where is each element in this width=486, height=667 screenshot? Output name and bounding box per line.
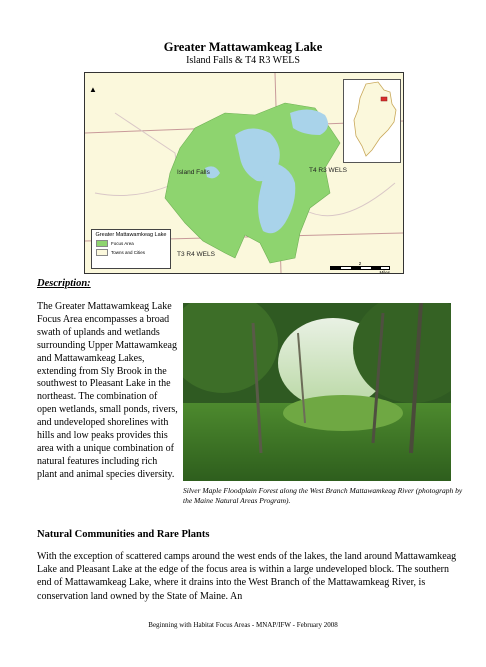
photo-graphic bbox=[183, 303, 451, 481]
legend-swatch bbox=[96, 240, 108, 247]
map-label-island-falls: Island Falls bbox=[177, 169, 210, 176]
floodplain-forest-photo bbox=[183, 303, 451, 481]
maine-inset-map bbox=[343, 79, 401, 163]
legend-item bbox=[96, 249, 170, 256]
map-legend bbox=[91, 229, 171, 269]
legend-swatch bbox=[96, 249, 108, 256]
map-label-t4r3: T4 R3 WELS bbox=[309, 167, 347, 174]
page-title: Greater Mattawamkeag Lake bbox=[163, 40, 323, 54]
photo-caption: Silver Maple Floodplain Forest along the West Branch Mattawamkeag River (photograph by the Maine Natural Areas Program). bbox=[183, 486, 463, 505]
focus-area-locator bbox=[381, 97, 387, 101]
page-subtitle: Island Falls & T4 R3 WELS bbox=[186, 55, 300, 66]
legend-title: Greater Mattawamkeag Lake bbox=[95, 232, 167, 238]
map-label-t3r4: T3 R4 WELS bbox=[177, 251, 215, 258]
legend-label: Towns and Cities bbox=[111, 250, 146, 255]
legend-item bbox=[96, 240, 170, 247]
section-text: With the exception of scattered camps around the west ends of the lakes, the land around Mattawamkeag Lake and Pleasant Lake at the edge of the focus area is within a large undeveloped block. The southern end of Mattawamkeag Lake, where it drains into the West Branch of the Mattawamkeag River, is conservation land owned by the State of Maine. An bbox=[37, 551, 457, 602]
legend-label: Focus Area bbox=[111, 241, 134, 246]
scale-bar bbox=[330, 261, 390, 274]
scale-number: 2 bbox=[358, 261, 362, 266]
north-arrow-icon: ▲ bbox=[89, 85, 97, 94]
description-text: The Greater Mattawamkeag Lake Focus Area encompasses a broad swath of uplands and wetlands surrounding Upper Mattawamkeag and Mattawamkeag Lakes, extending from Sly Brook in the southwest to Pleasant Lake in the northeast. The combination of open wetlands, small ponds, rivers, and undeveloped shorelines with hills and low peaks provides this area with a unique combination of natural features including rich plant and animal species diversity. bbox=[37, 301, 178, 480]
focus-area-map bbox=[84, 72, 404, 274]
scale-unit: Miles bbox=[379, 270, 390, 274]
description-heading: Description: bbox=[37, 278, 91, 289]
maine-outline bbox=[344, 80, 400, 162]
section-heading: Natural Communities and Rare Plants bbox=[37, 529, 210, 540]
page-footer: Beginning with Habitat Focus Areas - MNAP/IFW - February 2008 bbox=[148, 621, 338, 629]
